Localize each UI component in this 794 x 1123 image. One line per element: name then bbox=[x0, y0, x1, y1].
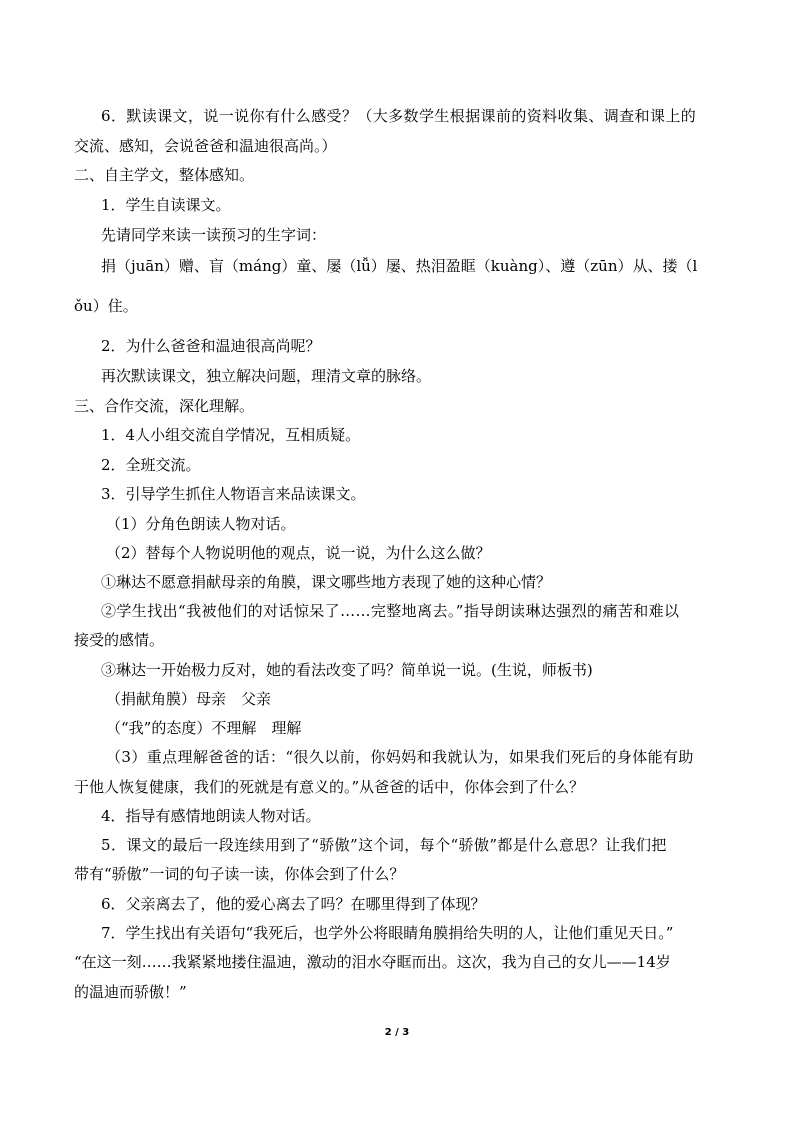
text-line: 1．4人小组交流自学情况，互相质疑。 bbox=[101, 426, 361, 444]
text-line: 的温迪而骄傲！” bbox=[74, 983, 187, 1001]
text-line: 7．学生找出有关语句“我死后，也学外公将眼睛角膜捐给失明的人，让他们重见天日。” bbox=[101, 924, 674, 942]
text-line: 3．引导学生抓住人物语言来品读课文。 bbox=[101, 485, 366, 503]
text-line: 带有“骄傲”一词的句子读一读，你体会到了什么？ bbox=[74, 865, 405, 883]
text-line: 5．课文的最后一段连续用到了“骄傲”这个词，每个“骄傲”都是什么意思？让我们把 bbox=[101, 836, 667, 854]
text-line: ③琳达一开始极力反对，她的看法改变了吗？简单说一说。(生说，师板书) bbox=[101, 661, 593, 679]
text-line: 4．指导有感情地朗读人物对话。 bbox=[101, 807, 321, 825]
text-line: 1．学生自读课文。 bbox=[101, 196, 231, 214]
text-line: ②学生找出“我被他们的对话惊呆了……完整地离去。”指导朗读琳达强烈的痛苦和难以 bbox=[101, 602, 680, 620]
text-line: （1）分角色朗读人物对话。 bbox=[106, 515, 296, 533]
board-note: （捐献角膜）母亲 父亲 bbox=[106, 690, 272, 708]
text-line: 6．默读课文，说一说你有什么感受？（大多数学生根据课前的资料收集、调查和课上的 bbox=[101, 107, 697, 125]
section-heading: 二、自主学文，整体感知。 bbox=[74, 166, 255, 184]
section-heading: 三、合作交流，深化理解。 bbox=[74, 397, 255, 415]
text-line: 先请同学来读一读预习的生字词： bbox=[101, 226, 327, 244]
page-number: 2 / 3 bbox=[384, 1027, 410, 1038]
text-line: （2）替每个人物说明他的观点，说一说，为什么这么做？ bbox=[106, 544, 491, 562]
text-line: “在这一刻……我紧紧地搂住温迪，激动的泪水夺眶而出。这次，我为自己的女儿——14岁 bbox=[74, 953, 671, 971]
text-line: ①琳达不愿意捐献母亲的角膜，课文哪些地方表现了她的这种心情？ bbox=[101, 573, 552, 591]
board-note: （“我”的态度）不理解 理解 bbox=[106, 719, 302, 737]
vocabulary-line: ǒu）住。 bbox=[74, 297, 138, 315]
text-line: 2．全班交流。 bbox=[101, 456, 201, 474]
text-line: 交流、感知，会说爸爸和温迪很高尚。） bbox=[74, 137, 337, 155]
text-line: 再次默读课文，独立解决问题，理清文章的脉络。 bbox=[101, 367, 432, 385]
text-line: 2．为什么爸爸和温迪很高尚呢？ bbox=[101, 337, 321, 355]
text-line: 于他人恢复健康，我们的死就是有意义的。”从爸爸的话中，你体会到了什么？ bbox=[74, 778, 585, 796]
text-line: 接受的感情。 bbox=[74, 631, 165, 649]
text-line: （3）重点理解爸爸的话：“很久以前，你妈妈和我就认为，如果我们死后的身体能有助 bbox=[106, 748, 694, 766]
text-line: 6．父亲离去了，他的爱心离去了吗？在哪里得到了体现？ bbox=[101, 895, 486, 913]
vocabulary-line: 捐（juān）赠、盲（máng）童、屡（lǚ）屡、热泪盈眶（kuàng）、遵（zūn）从、搂（l bbox=[101, 257, 698, 275]
